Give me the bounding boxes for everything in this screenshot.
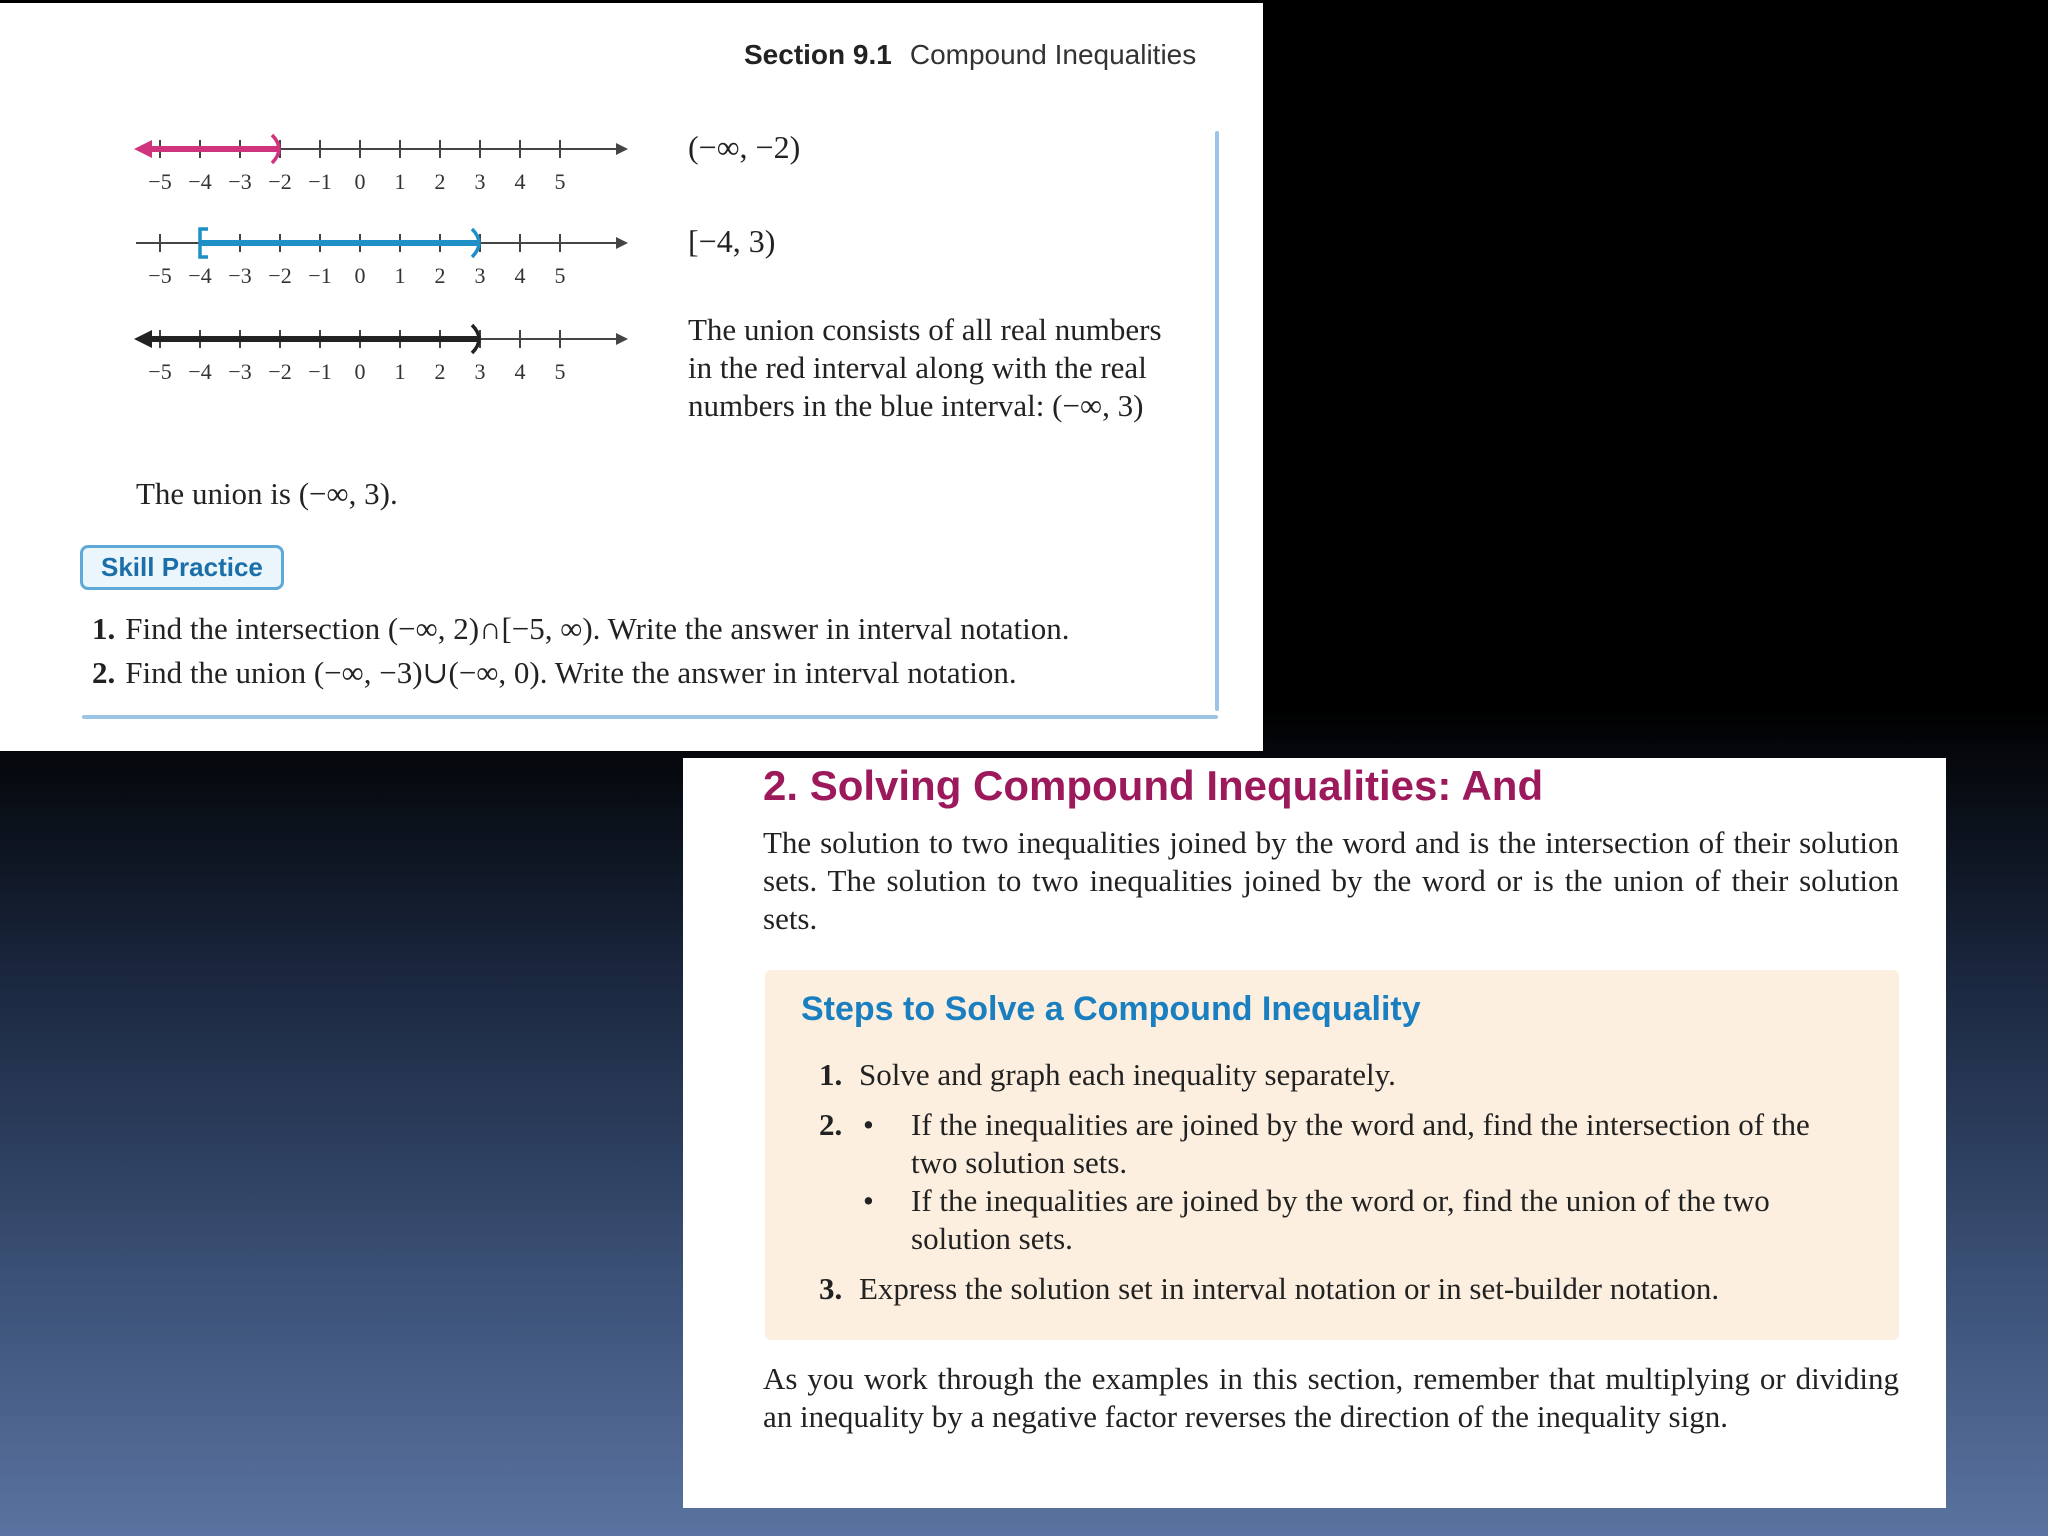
step-number: 1. <box>819 1057 843 1092</box>
tick-label: 5 <box>554 359 566 384</box>
tick-label: 3 <box>474 263 486 288</box>
bottom-rule <box>82 715 1218 719</box>
intro-paragraph: The solution to two inequalities joined by the word and is the intersection of their solution sets. The solution to two inequalities joined by the word or is the union of their solution sets. <box>763 825 1899 936</box>
tick-label: 0 <box>354 169 366 194</box>
practice-number: 1. <box>92 611 116 646</box>
practice-text: Find the union (−∞, −3)∪(−∞, 0). Write the answer in interval notation. <box>125 655 1017 690</box>
tick-label: −2 <box>268 169 292 194</box>
tick-label: −4 <box>188 169 212 194</box>
practice-list <box>92 607 1070 695</box>
tick-label: −5 <box>148 263 172 288</box>
number-line-union <box>130 317 630 389</box>
steps-box <box>765 970 1899 1340</box>
axis-arrow-right <box>616 333 628 345</box>
tick-label: −1 <box>308 359 332 384</box>
number-line-blue <box>130 221 630 293</box>
bullet-text: If the inequalities are joined by the word and, find the intersection of the two solution sets. <box>911 1107 1810 1180</box>
step-2-bullet-or <box>863 1182 1853 1258</box>
tick-label: 2 <box>434 169 446 194</box>
tick-label: 3 <box>474 169 486 194</box>
tick-label: 0 <box>354 263 366 288</box>
bullet-icon: • <box>863 1183 874 1218</box>
skill-practice-badge: Skill Practice <box>80 545 284 590</box>
practice-text: Find the intersection (−∞, 2)∩[−5, ∞). Write the answer in interval notation. <box>125 611 1070 646</box>
step-number: 2. <box>819 1107 843 1142</box>
tick-label: 3 <box>474 359 486 384</box>
bullet-text: If the inequalities are joined by the word or, find the union of the two solution sets. <box>911 1183 1770 1256</box>
tick-label: 2 <box>434 359 446 384</box>
bullet-icon: • <box>863 1107 874 1142</box>
tick-label: 2 <box>434 263 446 288</box>
red-interval-notation: (−∞, −2) <box>688 129 801 165</box>
practice-item <box>92 651 1070 695</box>
tick-label: 5 <box>554 169 566 194</box>
tick-label: 1 <box>394 359 406 384</box>
section-title: Compound Inequalities <box>909 39 1197 70</box>
tick-label: −4 <box>188 263 212 288</box>
section-number: Section 9.1 <box>744 39 892 70</box>
practice-item <box>92 607 1070 651</box>
step-2-bullet-and <box>863 1106 1853 1182</box>
tick-label: 0 <box>354 359 366 384</box>
textbook-page-top <box>0 3 1263 751</box>
tick-label: −5 <box>148 359 172 384</box>
tick-label: 5 <box>554 263 566 288</box>
practice-number: 2. <box>92 655 116 690</box>
sidebar-rule <box>1215 131 1219 711</box>
step-text: Express the solution set in interval notation or in set-builder notation. <box>859 1271 1720 1306</box>
tick-label: −1 <box>308 169 332 194</box>
tick-label: −2 <box>268 359 292 384</box>
axis-arrow-right <box>616 237 628 249</box>
axis-arrow-right <box>616 143 628 155</box>
tick-label: 1 <box>394 263 406 288</box>
tick-label: −3 <box>228 169 252 194</box>
tick-label: −3 <box>228 359 252 384</box>
tick-label: 4 <box>514 169 526 194</box>
tick-label: 4 <box>514 359 526 384</box>
steps-title: Steps to Solve a Compound Inequality <box>801 990 1421 1028</box>
closing-paragraph: As you work through the examples in this section, remember that multiplying or dividing an inequality by a negative factor reverses the direction of the inequality sign. <box>763 1361 1899 1434</box>
blue-interval-notation: [−4, 3) <box>688 223 776 259</box>
textbook-page-bottom <box>683 758 1946 1508</box>
tick-label: −1 <box>308 263 332 288</box>
step-3 <box>819 1270 1719 1308</box>
tick-label: −4 <box>188 359 212 384</box>
tick-label: −3 <box>228 263 252 288</box>
tick-label: −5 <box>148 169 172 194</box>
step-1 <box>819 1056 1396 1094</box>
step-text: Solve and graph each inequality separately. <box>859 1057 1396 1092</box>
section-header <box>744 39 1196 71</box>
step-2-number <box>819 1106 859 1144</box>
tick-label: 1 <box>394 169 406 194</box>
step-number: 3. <box>819 1271 843 1306</box>
tick-label: −2 <box>268 263 292 288</box>
union-result: The union is (−∞, 3). <box>136 476 398 511</box>
union-explanation: The union consists of all real numbers in the red interval along with the real numbers in the blue interval: (−∞, 3) <box>688 312 1162 423</box>
tick-label: 4 <box>514 263 526 288</box>
section-heading: 2. Solving Compound Inequalities: And <box>763 762 1544 809</box>
number-line-red <box>130 127 630 199</box>
